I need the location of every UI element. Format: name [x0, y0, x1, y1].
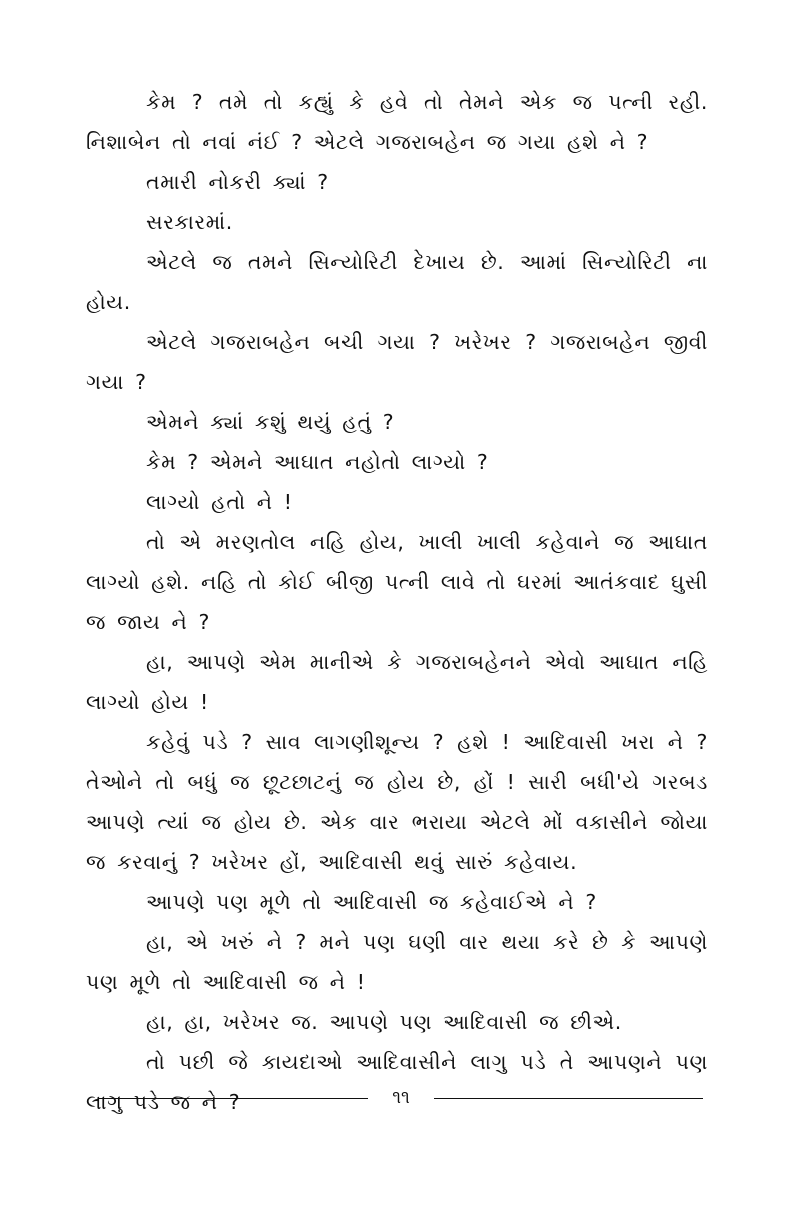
paragraph: કેમ ? તમે તો કહ્યું કે હવે તો તેમને એક જ પત્ની રહી. નિશાબેન તો નવાં નંઈ ? એટલે ગજરાબહેન જ ગયા હશે ને ? — [86, 90, 708, 154]
footer-rule-right — [434, 1098, 703, 1099]
paragraph: લાગ્યો હતો ને ! — [146, 490, 293, 514]
paragraph: તમારી નોકરી ક્યાં ? — [146, 170, 329, 194]
paragraph: એટલે ગજરાબહેન બચી ગયા ? ખરેખર ? ગજરાબહેન જીવી ગયા ? — [86, 330, 708, 394]
footer-rule-left — [99, 1098, 368, 1099]
page-number: ૧૧ — [392, 1087, 410, 1108]
paragraph: તો પછી જે કાયદાઓ આદિવાસીને લાગુ પડે તે આપણને પણ લાગુ પડે જ ને ? — [86, 1050, 708, 1114]
paragraph: હા, હા, ખરેખર જ. આપણે પણ આદિવાસી જ છીએ. — [146, 1010, 622, 1034]
paragraph: આપણે પણ મૂળે તો આદિવાસી જ કહેવાઈએ ને ? — [146, 890, 597, 914]
paragraph: હા, એ ખરું ને ? મને પણ ઘણી વાર થયા કરે છે કે આપણે પણ મૂળે તો આદિવાસી જ ને ! — [86, 930, 708, 994]
paragraph: કહેવું પડે ? સાવ લાગણીશૂન્ય ? હશે ! આદિવાસી ખરા ને ? તેઓને તો બધું જ છૂટછાટનું જ હોય છે, હોં ! સારી બધી'યે ગરબડ આપણે ત્યાં જ હોય છે. એક વાર ભરાયા એટલે મોં વકાસીને જોયા જ કરવાનું ? ખરેખર હોં, આદિવાસી થવું સારું કહેવાય. — [86, 730, 708, 874]
paragraph: સરકારમાં. — [146, 210, 233, 234]
page-footer — [99, 1082, 703, 1114]
paragraph: હા, આપણે એમ માનીએ કે ગજરાબહેનને એવો આઘાત નહિ લાગ્યો હોય ! — [86, 650, 708, 714]
paragraph: એમને ક્યાં કશું થયું હતું ? — [146, 410, 395, 434]
paragraph: એટલે જ તમને સિન્યોરિટી દેખાય છે. આમાં સિન્યોરિટી ના હોય. — [86, 250, 708, 314]
paragraph: કેમ ? એમને આઘાત નહોતો લાગ્યો ? — [146, 450, 489, 474]
paragraph: તો એ મરણતોલ નહિ હોય, ખાલી ખાલી કહેવાને જ આઘાત લાગ્યો હશે. નહિ તો કોઈ બીજી પત્ની લાવે તો ઘરમાં આતંકવાદ ઘુસી જ જાય ને ? — [86, 530, 708, 634]
